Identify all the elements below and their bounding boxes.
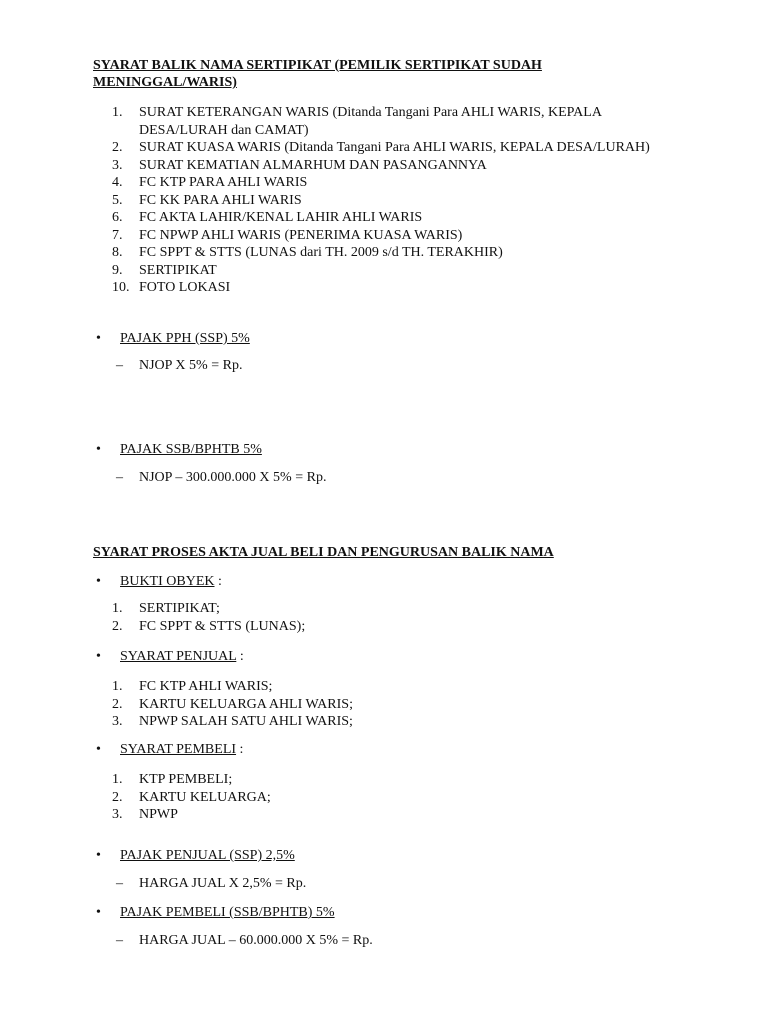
bullet-icon: • <box>96 848 101 863</box>
section1-requirements-list <box>112 104 732 297</box>
list-item: 1. FC KTP AHLI WARIS; <box>112 679 273 694</box>
list-item: 4. FC KTP PARA AHLI WARIS <box>112 175 308 190</box>
dash-icon: – <box>116 358 123 373</box>
bukti-obyek-label: BUKTI OBYEK <box>120 574 215 589</box>
tax-penjual-label: PAJAK PENJUAL (SSP) 2,5% <box>120 848 295 863</box>
list-item: 6. FC AKTA LAHIR/KENAL LAHIR AHLI WARIS <box>112 210 423 225</box>
dash-icon: – <box>116 933 123 948</box>
tax-pph-label: PAJAK PPH (SSP) 5% <box>120 331 250 346</box>
bukti-obyek-list <box>112 600 732 635</box>
section1-heading: SYARAT BALIK NAMA SERTIPIKAT (PEMILIK SERTIPIKAT SUDAH MENINGGAL/WARIS) <box>93 58 542 90</box>
dash-icon: – <box>116 470 123 485</box>
list-item: 3. NPWP <box>112 807 178 822</box>
list-item: 10. FOTO LOKASI <box>112 280 231 295</box>
tax-bphtb-label: PAJAK SSB/BPHTB 5% <box>120 442 262 457</box>
bullet-icon: • <box>96 649 101 664</box>
list-item: 7. FC NPWP AHLI WARIS (PENERIMA KUASA WARIS) <box>112 227 463 243</box>
list-item: 3. NPWP SALAH SATU AHLI WARIS; <box>112 714 353 729</box>
document-page: SYARAT BALIK NAMA SERTIPIKAT (PEMILIK SERTIPIKAT SUDAH MENINGGAL/WARIS) 1. SURAT KETERANGAN WARIS (Ditanda Tangani Para AHLI WARIS, KEPALA DESA/LURAH dan CAMAT) 2. SURAT KUASA WARIS (Ditanda Tangani Para AHLI WARIS, KEPALA DESA/LURAH) 3. SURAT KEMATIAN ALMARHUM DAN PASANGANNYA 4. FC KTP PARA AHLI WARIS 5. FC KK PARA AHLI WARIS 6. FC AKTA LAHIR/KENAL LAHIR AHLI WARIS 7. FC NPWP AHLI WARIS (PENERIMA KUASA WARIS) 8. FC SPPT & STTS (LUNAS dari TH. 2009 s/d TH. TERAKHIR) 9. SERTIPIKAT 10. FOTO LOKASI • PAJAK PPH (SSP) 5% – NJOP X 5% = Rp. • PAJAK SSB/BPHTB 5% – NJOP – 300.000.000 X 5% = Rp. SYARAT PROSES AKTA JUAL BELI DAN PENGURUSAN BALIK NAMA • BUKTI OBYEK : 1. SERTIPIKAT; 2. FC SPPT & STTS (LUNAS); • SYARAT PENJUAL : 1. FC KTP AHLI WARIS; 2. KARTU KELUARGA AHLI WARIS; 3. NPWP SALAH SATU AHLI WARIS; • SYARAT PEMBELI : 1. KTP PEMBELI; 2. KARTU KELUARGA; 3. NPWP • PAJAK PENJUAL (SSP) 2,5% – HARGA JUAL X 2,5% = Rp. • PAJAK PEMBELI (SSB/BPHTB) 5% – HARGA JUAL – 60.000.000 X 5% = Rp. <box>0 0 768 1024</box>
list-item: 3. SURAT KEMATIAN ALMARHUM DAN PASANGANNYA <box>112 157 487 173</box>
list-item: 8. FC SPPT & STTS (LUNAS dari TH. 2009 s/d TH. TERAKHIR) <box>112 245 503 260</box>
list-item: 1. SURAT KETERANGAN WARIS (Ditanda Tangani Para AHLI WARIS, KEPALA DESA/LURAH dan CAMAT) <box>112 105 602 138</box>
list-item: 2. KARTU KELUARGA; <box>112 789 271 805</box>
tax-pembeli-label: PAJAK PEMBELI (SSB/BPHTB) 5% <box>120 905 335 920</box>
bullet-icon: • <box>96 742 101 757</box>
list-item: 5. FC KK PARA AHLI WARIS <box>112 192 302 208</box>
list-item: 2. KARTU KELUARGA AHLI WARIS; <box>112 696 353 712</box>
bullet-icon: • <box>96 574 101 589</box>
syarat-penjual-label: SYARAT PENJUAL <box>120 649 237 664</box>
syarat-pembeli-label: SYARAT PEMBELI <box>120 742 237 757</box>
syarat-penjual-list <box>112 678 732 731</box>
bullet-icon: • <box>96 331 101 346</box>
section2-heading: SYARAT PROSES AKTA JUAL BELI DAN PENGURUSAN BALIK NAMA <box>93 545 554 560</box>
bullet-icon: • <box>96 442 101 457</box>
list-item: 1. SERTIPIKAT; <box>112 601 220 616</box>
list-item: 2. SURAT KUASA WARIS (Ditanda Tangani Para AHLI WARIS, KEPALA DESA/LURAH) <box>112 140 650 155</box>
bullet-icon: • <box>96 905 101 920</box>
list-item: 1. KTP PEMBELI; <box>112 772 233 787</box>
list-item: 9. SERTIPIKAT <box>112 262 217 278</box>
syarat-pembeli-list <box>112 771 732 824</box>
list-item: 2. FC SPPT & STTS (LUNAS); <box>112 618 306 634</box>
dash-icon: – <box>116 876 123 891</box>
